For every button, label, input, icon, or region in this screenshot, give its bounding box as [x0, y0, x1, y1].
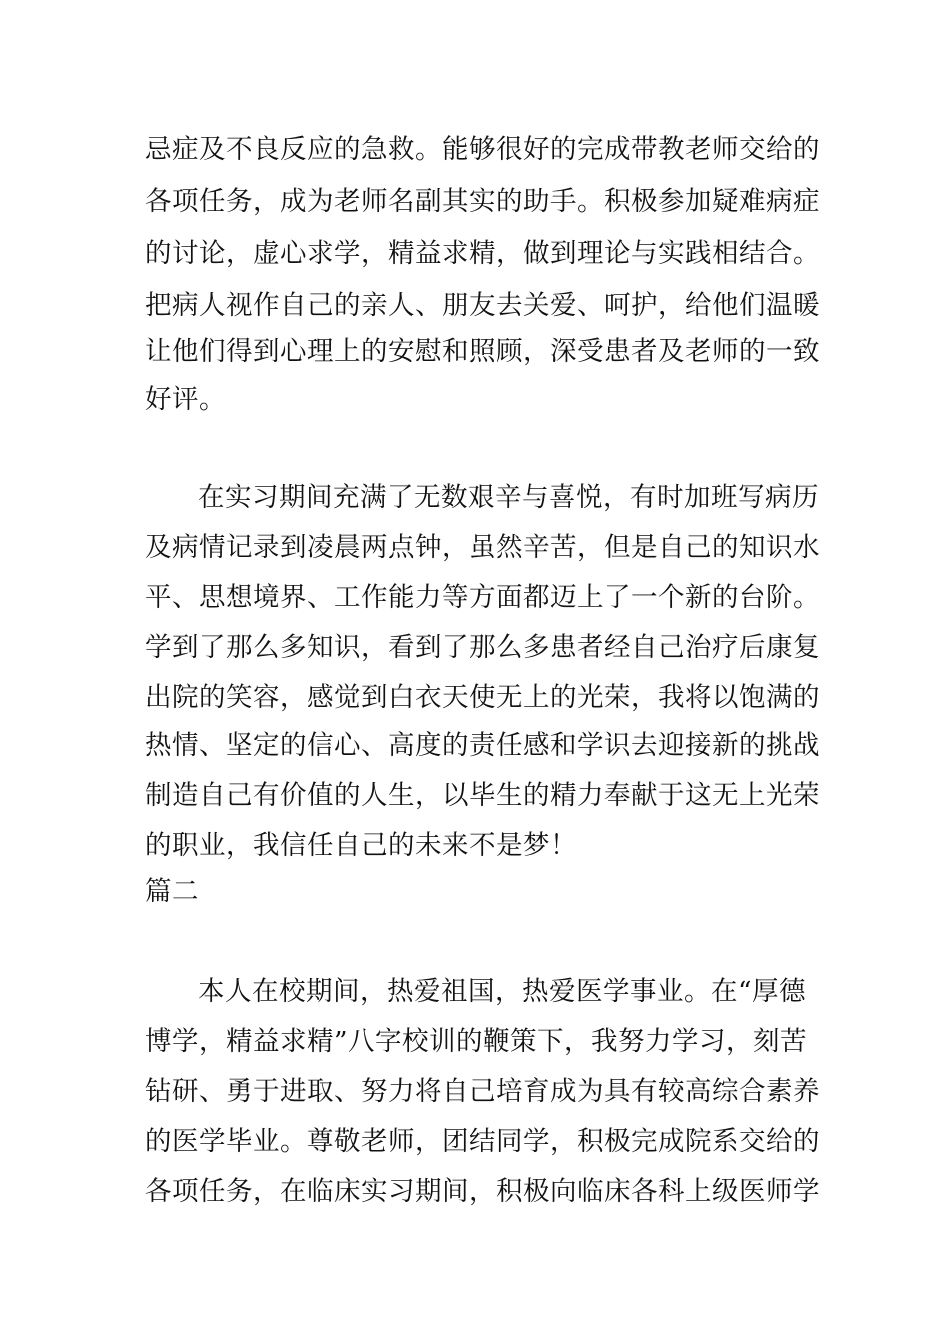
- section-heading: 篇二: [145, 876, 199, 907]
- paragraph-first-line: 本人在校期间，热爱祖国，热爱医学事业。在“厚德: [198, 976, 807, 1007]
- text-line: 的职业，我信任自己的未来不是梦！: [145, 830, 577, 861]
- text-line: 平、思想境界、工作能力等方面都迈上了一个新的台阶。: [145, 582, 820, 613]
- text-line: 把病人视作自己的亲人、朋友去关爱、呵护，给他们温暖: [145, 290, 820, 321]
- paragraph-first-line: 在实习期间充满了无数艰辛与喜悦，有时加班写病历: [198, 482, 819, 513]
- text-line: 制造自己有价值的人生，以毕生的精力奉献于这无上光荣: [145, 780, 820, 811]
- text-line: 的医学毕业。尊敬老师，团结同学，积极完成院系交给的: [145, 1126, 820, 1157]
- text-line: 及病情记录到凌晨两点钟，虽然辛苦，但是自己的知识水: [145, 532, 820, 563]
- text-line: 钻研、勇于进取、努力将自己培育成为具有较高综合素养: [145, 1076, 820, 1107]
- text-line: 学到了那么多知识，看到了那么多患者经自己治疗后康复: [145, 632, 820, 663]
- text-line: 出院的笑容，感觉到白衣天使无上的光荣，我将以饱满的: [145, 682, 820, 713]
- text-line: 忌症及不良反应的急救。能够很好的完成带教老师交给的: [145, 134, 820, 165]
- text-line: 各项任务，成为老师名副其实的助手。积极参加疑难病症: [145, 186, 820, 217]
- text-line: 好评。: [145, 384, 226, 415]
- text-line: 博学，精益求精”八字校训的鞭策下，我努力学习，刻苦: [145, 1026, 808, 1057]
- text-line: 的讨论，虚心求学，精益求精，做到理论与实践相结合。: [145, 238, 820, 269]
- text-line: 热情、坚定的信心、高度的责任感和学识去迎接新的挑战: [145, 730, 820, 761]
- text-line: 各项任务，在临床实习期间，积极向临床各科上级医师学: [145, 1176, 820, 1207]
- text-line: 让他们得到心理上的安慰和照顾，深受患者及老师的一致: [145, 336, 820, 367]
